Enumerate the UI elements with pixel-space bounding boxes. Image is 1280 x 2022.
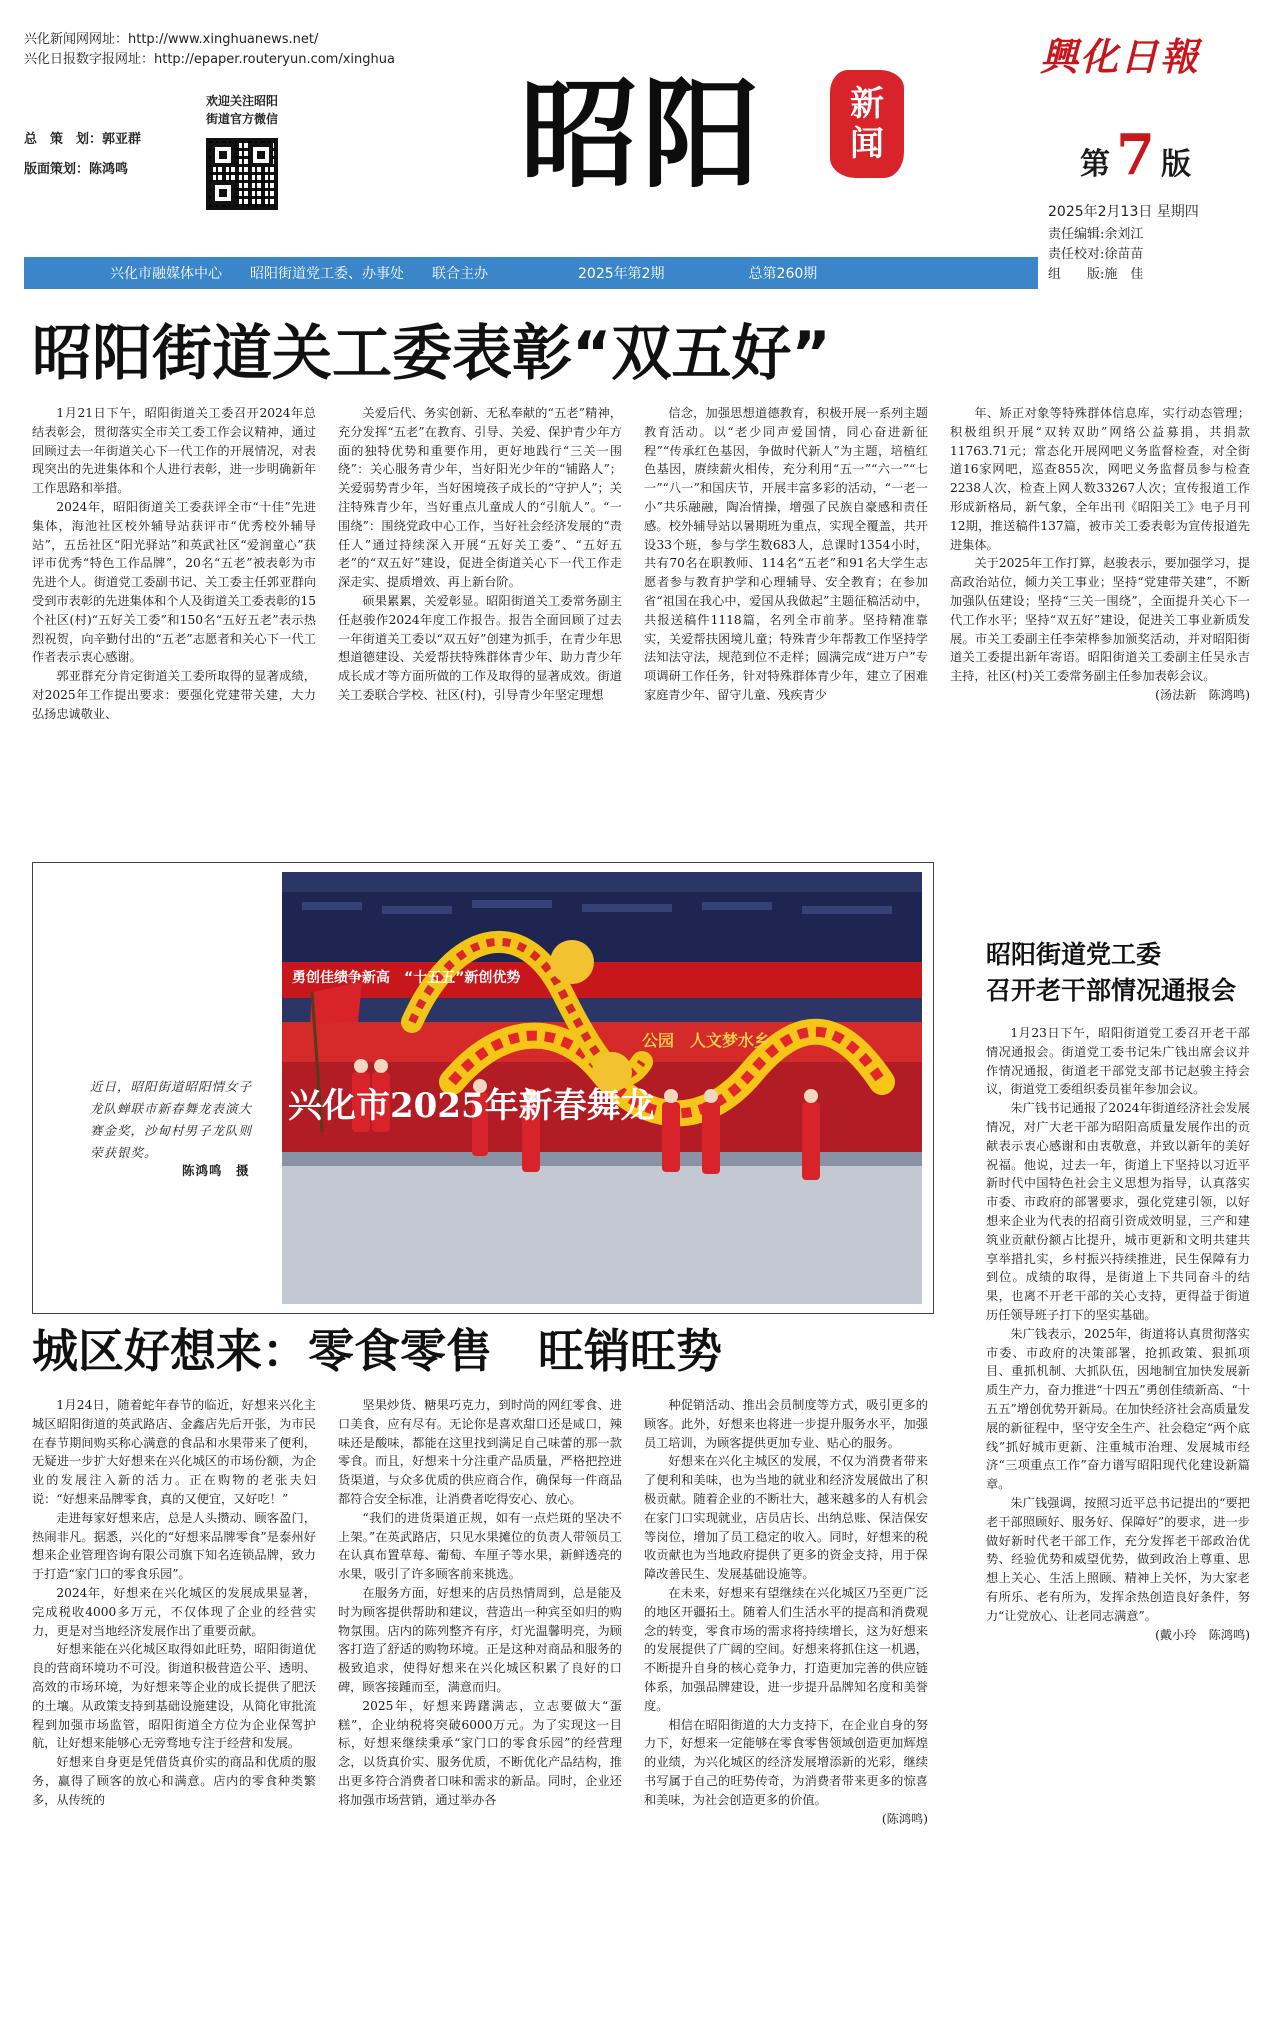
article3-headline-line1: 昭阳街道党工委 [986,940,1162,969]
qr-finder-icon [211,181,235,205]
article1-column-3 [644,404,928,842]
paragraph: 在未来，好想来有望继续在兴化城区乃至更广泛的地区开疆拓土。随着人们生活水平的提高和消费观念的转变，零食市场的需求将持续增长，这为好想来的发展提供了广阔的空间。好想来将抓住这一机遇，不断提升自身的核心竞争力，打造更加完善的供应链体系，加强品牌建设，进一步提升品牌知名度和美誉度。 [644,1585,928,1713]
paragraph: 好想来能在兴化城区取得如此旺势，昭阳街道优良的营商环境功不可没。街道积极营造公平、透明、高效的市场环境，为好想来等企业的成长提供了肥沃的土壤。从政策支持到基础设施建设，从简化审批流程到加强市场监管，昭阳街道全方位为企业保驾护航，让好想来能够心无旁骛地专注于经营和发展。 [32,1642,316,1751]
paragraph: “我们的进货渠道正规，如有一点烂斑的坚决不上架。”在英武路店，只见水果摊位的负责人带领员工在认真布置草莓、葡萄、车厘子等水果，新鲜透亮的水果，吸引了许多顾客前来挑选。 [338,1510,622,1582]
page-prefix: 第 [1080,147,1110,182]
epaper-line: 兴化日报数字报网址：http://epaper.routeryun.com/xinghua [24,52,395,67]
paragraph: 1月24日，随着蛇年春节的临近，好想来兴化主城区昭阳街道的英武路店、金鑫店先后开张，为市民在春节期间购买称心满意的食品和水果带来了便利，无疑进一步扩大好想来在兴化城区的市场份额，为企业的发展注入新的活力。正在购物的老张夫妇说：“好想来品牌零食，真的又便宜，又好吃！” [32,1398,316,1506]
wechat-qr-code[interactable] [206,138,278,210]
paragraph: 走进每家好想来店，总是人头攒动、顾客盈门，热闹非凡。据悉，兴化的“好想来品牌零食”是泰州好想来企业管理咨询有限公司旗下知名连锁品牌，致力于打造“家门口的零食乐园”。 [32,1510,316,1582]
paragraph: 在服务方面，好想来的店员热情周到，总是能及时为顾客提供帮助和建议，营造出一种宾至如归的购物氛围。店内的陈列整齐有序，灯光温馨明亮，为顾客打造了舒适的购物环境。正是这种对商品和服务的极致追求，使得好想来在兴化城区积累了良好的口碑，顾客接踵而至，满意而归。 [338,1585,622,1694]
paragraph: 1月23日下午，昭阳街道党工委召开老干部情况通报会。街道党工委书记朱广钱出席会议并作情况通报，街道老干部党支部书记赵骏主持会议，街道党工委组织委员崔年参加会议。 [986,1026,1250,1097]
band-issue: 2025年第2期 [578,266,665,282]
newspaper-logo: 興化日報 [1040,34,1201,79]
paragraph: 1月21日下午，昭阳街道关工委召开2024年总结表彰会，贯彻落实全市关工委工作会议精神，通过回顾过去一年街道关心下一代工作的开展情况，对表现突出的先进集体和个人进行表彰，进一步明确新年工作思路和举措。 [32,406,316,496]
arena-banner: 兴化市2025年新春舞龙 [288,1086,655,1126]
editor-line: 责任编辑:余刘江 [1048,227,1144,242]
seal-char-1: 新 [850,84,884,124]
masthead-title: 昭阳 [520,65,765,204]
paragraph: 关爱后代、务实创新、无私奉献的“五老”精神，充分发挥“五老”在教育、引导、关爱、保护青少年方面的独特优势和重要作用，更好地践行“三关一围绕”：关心服务青少年，当好阳光少年的“铺路人”；关爱弱势青少年，当好困境孩子成长的“守护人”；关注特殊青少年，当好重点儿童成人的“引航人”。“一围绕”：围绕党政中心工作，当好社会经济发展的“责任人”通过持续深入开展“五好关工委”、“五好五老”的“双五好”建设，促进全街道关心下一代工作走深走实、提质增效、再上新台阶。 [338,406,622,590]
article3-headline-line2: 召开老干部情况通报会 [986,976,1237,1005]
issue-date: 2025年2月13日 星期四 [1048,204,1199,220]
paragraph: 年、矫正对象等特殊群体信息库，实行动态管理；积极组织开展“双转双助”网络公益募捐，共捐款11763.71元；常态化开展网吧义务监督检查，对全街道16家网吧，巡查855次，网吧义务监督员参与检查2238人次，检查上网人数33267人次；宣传报道工作形成新格局，新气象，全年出刊《昭阳关工》电子月刊12期，推送稿件137篇，被市关工委表彰为宣传报道先进集体。 [950,406,1250,552]
paragraph: 朱广钱强调，按照习近平总书记提出的“要把老干部照顾好、服务好、保障好”的要求，进一步做好新时代老干部工作，充分发挥老干部政治优势、经验优势和威望优势，做到政治上尊重、思想上关心、生活上照顾、精神上关怀，为大家老有所乐、老有所为，发挥余热创造良好条件，努力“让党放心、让老同志满意”。 [986,1495,1250,1623]
article2-column-3 [644,1396,928,1990]
page-number-block [1080,122,1191,188]
article2-headline: 城区好想来：零食零售 旺销旺势 [32,1324,722,1378]
paragraph: 2025年，好想来踌躇满志，立志要做大“蛋糕”，企业纳税将突破6000万元。为了实现这一目标，好想来继续秉承“家门口的零食乐园”的经营理念，以货真价实、服务优质，不断优化产品结构，推出更多符合消费者口味和需求的新品。同时，企业还将加强市场营销，通过举办各 [338,1698,622,1807]
seal-char-2: 闻 [850,124,884,164]
paragraph: 种促销活动、推出会员制度等方式，吸引更多的顾客。此外，好想来也将进一步提升服务水平，加强员工培训，为顾客提供更加专业、贴心的服务。 [644,1398,928,1450]
scoreboard-banner: 勇创佳绩争新高 “十五五”新创优势 [292,970,521,986]
website-line: 兴化新闻网网址：http://www.xinghuanews.net/ [24,32,319,47]
article3-body [986,1024,1250,1988]
article1-headline: 昭阳街道关工委表彰“双五好” [32,319,831,389]
paragraph: 硕果累累，关爱彰显。昭阳街道关工委常务副主任赵骏作2024年度工作报告。报告全面回顾了过去一年街道关工委以“双五好”创建为抓手，在青少年思想道德建设、关爱帮扶特殊群体青少年、助力青少年成长成才等方面所做的工作及取得的显著成效。街道关工委联合学校、社区(村)，引导青少年坚定理想 [338,593,622,702]
layout-group-line: 组 版:施 佳 [1048,267,1144,282]
paragraph: 坚果炒货、糖果巧克力，到时尚的网红零食、进口美食，应有尽有。无论你是喜欢甜口还是咸口，辣味还是酸味，都能在这里找到满足自己味蕾的那一款零食。而且，好想来十分注重产品质量，严格把控进货渠道，与众多优质的供应商合作，确保每一件商品都符合安全标准，让消费者吃得安心、放心。 [338,1398,622,1506]
photo-credit: 陈鸿鸣 摄 [182,1163,250,1178]
article2-column-2 [338,1396,622,1990]
paragraph: 信念，加强思想道德教育，积极开展一系列主题教育活动。以“老少同声爱国情，同心奋进新征程”“传承红色基因，争做时代新人”为主题，培植红色基因，赓续薪火相传，充分利用“五一”“六一”“七一”“八一”和国庆节，开展丰富多彩的活动，“一老一小”共乐融融，陶冶情操，增强了民族自豪感和责任感。校外辅导站以暑期班为重点，实现全覆盖，共开设33个班，参与学生数683人，总课时1354小时，共有70名在职教师、114名“五老”和91名大学生志愿者参与教育护学和心理辅导、安全教育；在参加省“祖国在我心中，爱国从我做起”主题征稿活动中，共报送稿件1118篇，名列全市前茅。坚持精准靠实，关爱帮扶困境儿童；特殊青少年帮教工作坚持学法知法守法，规范到位不走样；圆满完成“进万户”专项调研工作任务，针对特殊群体青少年，建立了困难家庭青少年、留守儿童、残疾青少 [644,406,928,702]
qr-caption-1: 欢迎关注昭阳 [206,94,279,108]
paragraph: 2024年，昭阳街道关工委获评全市“十佳”先进集体，海池社区校外辅导站获评市“优秀校外辅导站”，五岳社区“阳光驿站”和英武社区“爱润童心”获评市优秀“特色工作品牌”，20名“五老”被表彰为市先进个人。街道党工委副书记、关工委主任郭亚群向受到市表彰的先进集体和个人及街道关工委表彰的15个社区(村)“五好关工委”和150名“五好五老”表示热烈祝贺，向辛勤付出的“五老”志愿者和关心下一代工作者表示衷心感谢。 [32,499,316,665]
band-total: 总第260期 [748,266,818,282]
proofreader-line: 责任校对:徐苗苗 [1048,247,1144,262]
news-seal [830,70,904,178]
article1-column-2 [338,404,622,842]
page-number: 7 [1116,122,1155,188]
article1-byline: (汤法新 陈鸿鸣) [1155,687,1250,702]
paragraph: 朱广钱表示，2025年，街道将认真贯彻落实市委、市政府的决策部署，抢抓政策、狠抓项目、重抓机制、大抓队伍，因地制宜加快发展新质生产力，奋力推进“十四五”勇创佳绩新高、“十五五”增创优势开新局。在加快经济社会高质量发展的新征程中，坚守安全生产、社会稳定“两个底线”抓好城市更新、注重城市治理、发展城市经济“三项重点工作”奋力谱写昭阳现代化建设新篇章。 [986,1326,1250,1492]
issue-band [24,257,1038,289]
paragraph: 郭亚群充分肯定街道关工委所取得的显著成绩，对2025年工作提出要求：要强化党建带关建，大力弘扬忠诚敬业、 [32,669,316,721]
paragraph: 关于2025年工作打算，赵骏表示，要加强学习，提高政治站位，倾力关工事业；坚持“党建带关建”，不断加强队伍建设；坚持“三关一围绕”，全面提升关心下一代工作水平；坚持“双五好”建设，促进关工事业新质发展。市关工委副主任李荣桦参加颁奖活动，并对昭阳街道关工委提出新年寄语。昭阳街道关工委副主任吴永吉主持，社区(村)关工委常务副主任参加表彰会议。 [950,556,1250,684]
article1-column-4 [950,404,1250,842]
qr-caption-2: 街道官方微信 [206,112,279,126]
band-sponsor: 兴化市融媒体中心 昭阳街道党工委、办事处 联合主办 [110,266,488,282]
paragraph: 2024年，好想来在兴化城区的发展成果显著，完成税收4000多万元，不仅体现了企业的经营实力，更是对当地经济发展作出了重要贡献。 [32,1585,316,1638]
article3-byline: (戴小玲 陈鸿鸣) [1155,1627,1250,1642]
dragon-dance-photo [282,872,922,1304]
qr-finder-icon [249,143,273,167]
stand-banner: 公园 人文梦水乡 [642,1031,771,1050]
article2-column-1 [32,1396,316,1990]
photo-caption: 近日，昭阳街道昭阳情女子龙队蝉联市新春舞龙表演大赛金奖，沙甸村男子龙队则荣获银奖。 [90,1079,253,1160]
page-suffix: 版 [1160,147,1191,182]
layout-planner-line: 版面策划：陈鸿鸣 [24,162,129,177]
planner-line: 总 策 划：郭亚群 [24,132,142,147]
qr-finder-icon [211,143,235,167]
article1-column-1 [32,404,316,842]
paragraph: 好想来在兴化主城区的发展，不仅为消费者带来了便利和美味，也为当地的就业和经济发展做出了积极贡献。随着企业的不断壮大，越来越多的人有机会在家门口实现就业，店员店长、出纳总账、保洁保安等岗位，增加了员工稳定的收入。同时，好想来的税收贡献也为当地政府提供了更多的资金支持，用于保障改善民生、发展基础设施等。 [644,1454,928,1582]
article2-byline: (陈鸿鸣) [881,1811,928,1826]
paragraph: 相信在昭阳街道的大力支持下，在企业自身的努力下，好想来一定能够在零食零售领域创造更加辉煌的业绩，为兴化城区的经济发展增添新的光彩，继续书写属于自己的旺势传奇，为消费者带来更多的惊喜和美味，为社会创造更多的价值。 [644,1717,928,1807]
paragraph: 朱广钱书记通报了2024年街道经济社会发展情况，对广大老干部为昭阳高质量发展作出的贡献表示衷心感谢和由衷敬意，并致以新年的美好祝福。他说，过去一年，街道上下坚持以习近平新时代中国特色社会主义思想为指导，认真落实市委、市政府的部署要求，强化党建引领，以好想来企业为代表的招商引资成效明显，三产和建筑业贡献份额占比提升，城市更新和文明共建共享举措扎实，乡村振兴持续推进，民生保障有力到位。成绩的取得，是街道上下共同奋斗的结果，也离不开老干部的关心支持，更得益于街道历任领导班子打下的坚实基础。 [986,1101,1250,1322]
paragraph: 好想来自身更是凭借货真价实的商品和优质的服务，赢得了顾客的放心和满意。店内的零食种类繁多，从传统的 [32,1755,316,1807]
